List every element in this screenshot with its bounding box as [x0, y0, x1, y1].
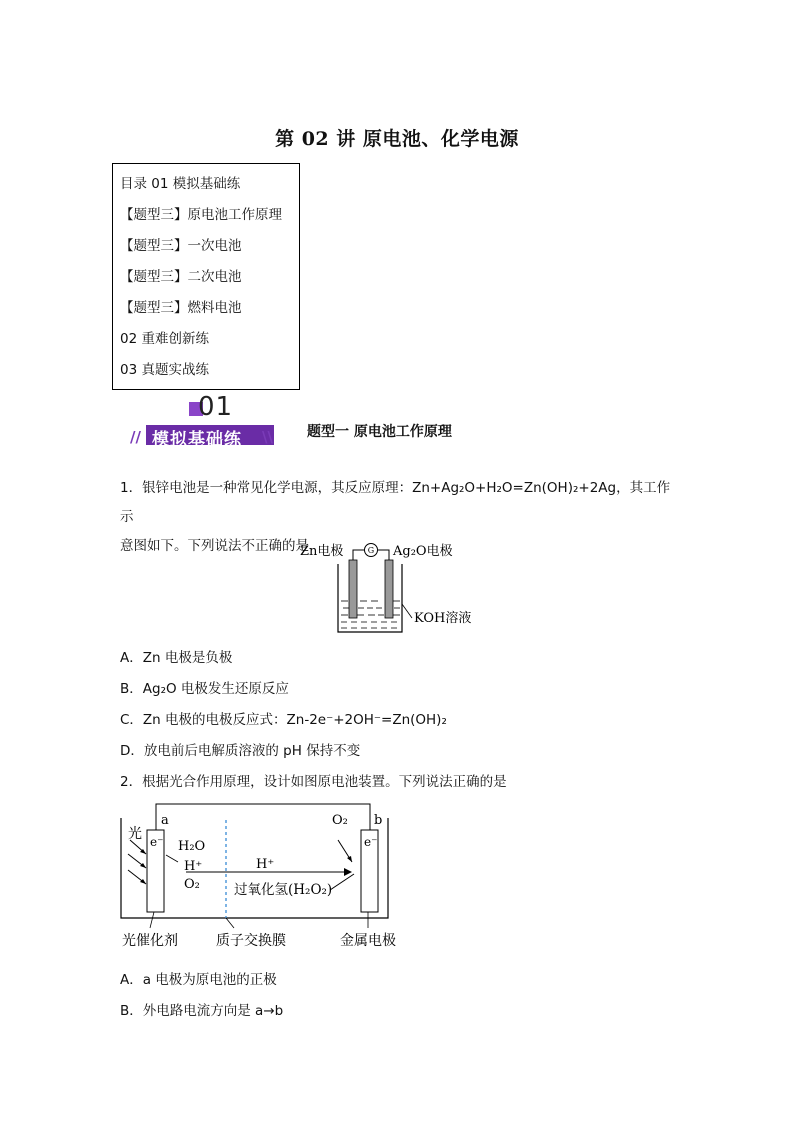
toc-line: 【题型三】燃料电池 [120, 300, 242, 316]
metal-electrode-label: 金属电极 [340, 933, 396, 949]
o2-left: O₂ [184, 877, 200, 892]
h-plus-left: H⁺ [184, 859, 203, 874]
question-1-figure [296, 538, 486, 636]
question-2-stem: 2．根据光合作用原理，设计如图原电池装置。下列说法正确的是 [120, 774, 507, 790]
koh-solution-label: KOH溶液 [414, 611, 472, 626]
section-banner [128, 392, 284, 452]
photocatalyst-label: 光催化剂 [122, 933, 178, 949]
page-title: 第 02 讲 原电池、化学电源 [275, 128, 519, 150]
question-1-option-a: A．Zn 电极是负极 [120, 650, 233, 666]
terminal-a: a [161, 813, 169, 828]
o2-right: O₂ [332, 813, 348, 828]
ag2o-electrode [385, 560, 393, 618]
h2o2-label: 过氧化氢(H₂O₂) [234, 882, 333, 898]
toc-line: 【题型三】原电池工作原理 [120, 207, 282, 223]
ag2o-electrode-label: Ag₂O电极 [393, 544, 453, 559]
banner-number: 01 [198, 392, 234, 422]
banner-label: 模拟基础练 [152, 430, 242, 450]
toc-line: 02 重难创新练 [120, 331, 209, 347]
membrane-label: 质子交换膜 [216, 933, 286, 949]
banner-left-slash: // [130, 428, 141, 446]
zn-electrode-label: Zn电极 [300, 544, 344, 559]
table-of-contents [112, 163, 300, 390]
question-1-option-c: C．Zn 电极的电极反应式：Zn-2e⁻+2OH⁻=Zn(OH)₂ [120, 712, 447, 728]
banner-right-slash: \\ [262, 428, 273, 446]
light-label: 光 [128, 826, 142, 842]
h2o-label: H₂O [178, 839, 206, 854]
question-2-option-b: B．外电路电流方向是 a→b [120, 1003, 284, 1019]
toc-line: 03 真题实战练 [120, 362, 209, 378]
toc-line: 【题型三】二次电池 [120, 269, 242, 285]
section-title: 题型一 原电池工作原理 [307, 424, 452, 440]
galvanometer-label: G [367, 546, 375, 555]
question-2-figure [116, 800, 414, 952]
question-1-line-2: 意图如下。下列说法不正确的是 [120, 538, 309, 554]
electron-right: e⁻ [364, 835, 378, 849]
h-plus-mid: H⁺ [256, 857, 275, 872]
zn-electrode [349, 560, 357, 618]
toc-line: 【题型三】一次电池 [120, 238, 242, 254]
terminal-b: b [374, 813, 383, 828]
question-1-option-d: D．放电前后电解质溶液的 pH 保持不变 [120, 743, 361, 759]
question-2-option-a: A．a 电极为原电池的正极 [120, 972, 277, 988]
electron-left: e⁻ [150, 835, 164, 849]
question-1-option-b: B．Ag₂O 电极发生还原反应 [120, 681, 289, 697]
toc-line: 目录 01 模拟基础练 [120, 176, 241, 192]
question-1-line-1: 1．银锌电池是一种常见化学电源，其反应原理：Zn+Ag₂O+H₂O=Zn(OH)₂+2Ag，其工作示 [120, 480, 671, 525]
